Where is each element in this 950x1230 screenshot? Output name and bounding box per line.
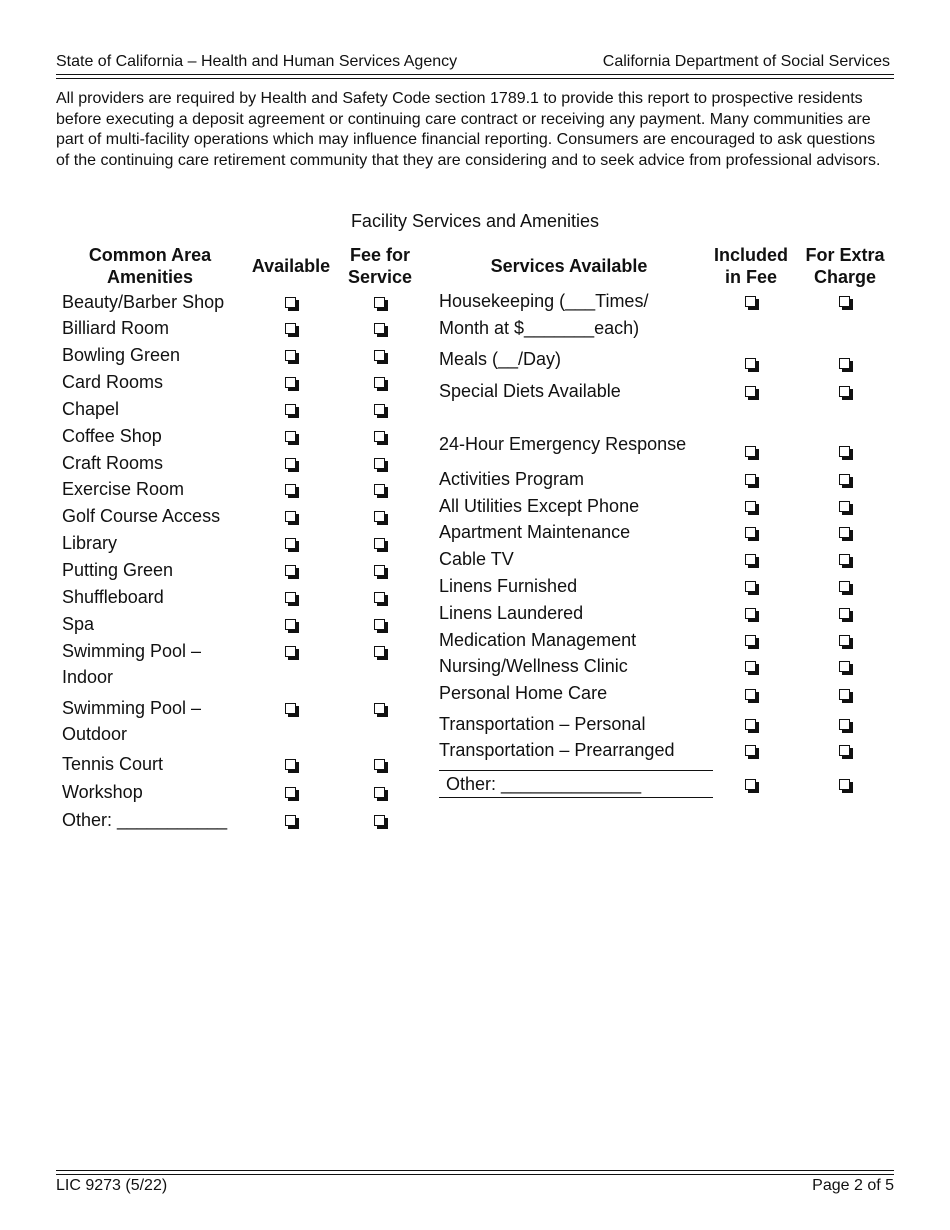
service-extra-charge-checkbox-box xyxy=(839,689,850,700)
amenity-available-checkbox[interactable] xyxy=(285,646,301,662)
service-label: Personal Home Care xyxy=(439,683,608,703)
service-label: Nursing/Wellness Clinic xyxy=(439,656,628,676)
service-included-checkbox[interactable] xyxy=(745,296,761,312)
amenity-label-cont: Outdoor xyxy=(62,724,128,744)
service-extra-charge-checkbox[interactable] xyxy=(839,296,855,312)
amenity-fee-checkbox[interactable] xyxy=(374,787,390,803)
amenity-fee-checkbox[interactable] xyxy=(374,458,390,474)
amenity-fee-checkbox-box xyxy=(374,350,385,361)
included-column-header xyxy=(706,244,796,288)
amenity-label: Bowling Green xyxy=(62,345,181,365)
amenity-available-checkbox[interactable] xyxy=(285,538,301,554)
service-included-checkbox-box xyxy=(745,608,756,619)
amenity-label: Library xyxy=(62,533,118,553)
amenity-label: Spa xyxy=(62,614,95,634)
amenity-fee-checkbox-box xyxy=(374,404,385,415)
amenity-fee-checkbox[interactable] xyxy=(374,703,390,719)
amenity-fee-checkbox[interactable] xyxy=(374,484,390,500)
service-label: Meals (__/Day) xyxy=(439,349,562,369)
amenity-fee-checkbox-box xyxy=(374,703,385,714)
fee-header-line1: Fee for xyxy=(349,245,410,265)
service-included-checkbox[interactable] xyxy=(745,779,761,795)
amenity-available-checkbox-box xyxy=(285,458,296,469)
service-included-checkbox-box xyxy=(745,527,756,538)
amenity-available-checkbox-box xyxy=(285,297,296,308)
amenity-fee-checkbox[interactable] xyxy=(374,404,390,420)
section-title: Facility Services and Amenities xyxy=(350,211,600,231)
amenity-label: Chapel xyxy=(62,399,120,419)
amenity-label: Card Rooms xyxy=(62,372,164,392)
amenity-available-checkbox-box xyxy=(285,538,296,549)
service-included-checkbox-box xyxy=(745,358,756,369)
extra-charge-column-header xyxy=(796,244,894,288)
service-label: 24-Hour Emergency Response xyxy=(439,434,687,454)
service-extra-charge-checkbox-box xyxy=(839,446,850,457)
amenity-available-checkbox[interactable] xyxy=(285,297,301,313)
amenity-fee-checkbox[interactable] xyxy=(374,538,390,554)
header-rule-bottom xyxy=(56,78,894,79)
service-included-checkbox[interactable] xyxy=(745,446,761,462)
service-extra-charge-checkbox-box xyxy=(839,296,850,307)
service-extra-charge-checkbox[interactable] xyxy=(839,635,855,651)
service-extra-charge-checkbox[interactable] xyxy=(839,779,855,795)
amenity-fee-checkbox[interactable] xyxy=(374,323,390,339)
form-id: LIC 9273 (5/22) xyxy=(56,1177,168,1194)
service-included-checkbox[interactable] xyxy=(745,661,761,677)
amenity-available-checkbox-box xyxy=(285,815,296,826)
available-column-header: Available xyxy=(251,256,331,276)
amenity-label: Workshop xyxy=(62,782,143,802)
service-included-checkbox-box xyxy=(745,689,756,700)
amenity-available-checkbox[interactable] xyxy=(285,592,301,608)
service-included-checkbox[interactable] xyxy=(745,719,761,735)
amenity-fee-checkbox[interactable] xyxy=(374,592,390,608)
service-included-checkbox[interactable] xyxy=(745,501,761,517)
service-extra-charge-checkbox[interactable] xyxy=(839,689,855,705)
service-label: Cable TV xyxy=(439,549,514,569)
service-extra-charge-checkbox-box xyxy=(839,581,850,592)
amenity-fee-checkbox[interactable] xyxy=(374,350,390,366)
extra-header-line2: Charge xyxy=(813,267,876,287)
amenity-available-checkbox[interactable] xyxy=(285,619,301,635)
service-label: Special Diets Available xyxy=(439,381,621,401)
service-extra-charge-checkbox-box xyxy=(839,745,850,756)
service-label-cont: Month at $_______each) xyxy=(439,318,640,338)
department-name: California Department of Social Services xyxy=(602,53,890,70)
amenity-label: Golf Course Access xyxy=(62,506,221,526)
fee-column-header xyxy=(338,244,422,288)
amenity-available-checkbox-box xyxy=(285,404,296,415)
amenity-available-checkbox[interactable] xyxy=(285,511,301,527)
service-included-checkbox-box xyxy=(745,635,756,646)
service-included-checkbox[interactable] xyxy=(745,386,761,402)
amenity-available-checkbox[interactable] xyxy=(285,404,301,420)
service-included-checkbox-box xyxy=(745,581,756,592)
amenity-fee-checkbox[interactable] xyxy=(374,565,390,581)
service-included-checkbox-box xyxy=(745,296,756,307)
amenity-available-checkbox-box xyxy=(285,565,296,576)
amenity-fee-checkbox[interactable] xyxy=(374,619,390,635)
amenity-available-checkbox[interactable] xyxy=(285,703,301,719)
service-extra-charge-checkbox[interactable] xyxy=(839,608,855,624)
service-label: Transportation – Prearranged xyxy=(439,740,675,760)
amenity-available-checkbox[interactable] xyxy=(285,815,301,831)
amenity-fee-checkbox-box xyxy=(374,646,385,657)
amenity-available-checkbox[interactable] xyxy=(285,565,301,581)
service-included-checkbox-box xyxy=(745,554,756,565)
amenity-available-checkbox[interactable] xyxy=(285,759,301,775)
service-included-checkbox[interactable] xyxy=(745,358,761,374)
amenity-available-checkbox-box xyxy=(285,787,296,798)
amenity-label: Putting Green xyxy=(62,560,174,580)
service-extra-charge-checkbox-box xyxy=(839,635,850,646)
amenity-available-checkbox-box xyxy=(285,377,296,388)
agency-name: State of California – Health and Human Services Agency xyxy=(56,53,458,70)
service-extra-charge-checkbox-box xyxy=(839,501,850,512)
service-label: Other: ______________ xyxy=(446,774,642,794)
service-included-checkbox-box xyxy=(745,661,756,672)
page-number: Page 2 of 5 xyxy=(812,1177,894,1194)
amenity-available-checkbox-box xyxy=(285,350,296,361)
amenity-label: Coffee Shop xyxy=(62,426,162,446)
amenity-fee-checkbox[interactable] xyxy=(374,511,390,527)
amenity-available-checkbox[interactable] xyxy=(285,484,301,500)
amenity-available-checkbox-box xyxy=(285,646,296,657)
service-included-checkbox[interactable] xyxy=(745,635,761,651)
amenity-available-checkbox-box xyxy=(285,759,296,770)
amenity-available-checkbox[interactable] xyxy=(285,350,301,366)
service-extra-charge-checkbox-box xyxy=(839,474,850,485)
service-extra-charge-checkbox-box xyxy=(839,527,850,538)
amenity-fee-checkbox-box xyxy=(374,458,385,469)
included-header-line1: Included xyxy=(713,245,788,265)
amenity-label: Swimming Pool – xyxy=(62,698,202,718)
service-extra-charge-checkbox-box xyxy=(839,661,850,672)
amenities-column-header xyxy=(56,244,244,288)
service-extra-charge-checkbox[interactable] xyxy=(839,527,855,543)
fee-header-line2: Service xyxy=(347,267,413,287)
amenity-available-checkbox-box xyxy=(285,592,296,603)
service-label: Housekeeping (___Times/ xyxy=(439,291,649,311)
amenity-available-checkbox[interactable] xyxy=(285,323,301,339)
amenities-header-line2: Amenities xyxy=(106,267,194,287)
amenity-fee-checkbox-box xyxy=(374,619,385,630)
amenity-fee-checkbox[interactable] xyxy=(374,815,390,831)
amenity-label: Billiard Room xyxy=(62,318,170,338)
service-extra-charge-checkbox[interactable] xyxy=(839,501,855,517)
service-extra-charge-checkbox[interactable] xyxy=(839,358,855,374)
amenity-fee-checkbox-box xyxy=(374,565,385,576)
service-extra-charge-checkbox-box xyxy=(839,608,850,619)
amenity-fee-checkbox-box xyxy=(374,759,385,770)
amenity-label: Craft Rooms xyxy=(62,453,164,473)
service-label: Activities Program xyxy=(439,469,585,489)
service-extra-charge-checkbox[interactable] xyxy=(839,474,855,490)
service-extra-charge-checkbox-box xyxy=(839,358,850,369)
service-included-checkbox-box xyxy=(745,719,756,730)
amenity-available-checkbox[interactable] xyxy=(285,787,301,803)
other-service-line-bottom xyxy=(439,797,713,798)
amenity-available-checkbox-box xyxy=(285,703,296,714)
header-rule-top xyxy=(56,74,894,75)
amenity-fee-checkbox[interactable] xyxy=(374,297,390,313)
amenity-fee-checkbox[interactable] xyxy=(374,759,390,775)
service-extra-charge-checkbox-box xyxy=(839,719,850,730)
service-included-checkbox-box xyxy=(745,745,756,756)
amenity-fee-checkbox-box xyxy=(374,297,385,308)
amenity-fee-checkbox[interactable] xyxy=(374,646,390,662)
amenity-available-checkbox[interactable] xyxy=(285,377,301,393)
amenity-fee-checkbox-box xyxy=(374,592,385,603)
service-included-checkbox[interactable] xyxy=(745,474,761,490)
amenity-label: Shuffleboard xyxy=(62,587,164,607)
service-included-checkbox-box xyxy=(745,446,756,457)
amenity-label: Beauty/Barber Shop xyxy=(62,292,225,312)
amenity-available-checkbox-box xyxy=(285,431,296,442)
amenity-available-checkbox-box xyxy=(285,619,296,630)
amenity-fee-checkbox[interactable] xyxy=(374,431,390,447)
service-label: Linens Laundered xyxy=(439,603,584,623)
amenity-available-checkbox[interactable] xyxy=(285,431,301,447)
service-included-checkbox-box xyxy=(745,501,756,512)
service-extra-charge-checkbox[interactable] xyxy=(839,745,855,761)
amenity-available-checkbox[interactable] xyxy=(285,458,301,474)
service-extra-charge-checkbox[interactable] xyxy=(839,719,855,735)
amenity-label: Other: ___________ xyxy=(62,810,228,830)
amenity-available-checkbox-box xyxy=(285,484,296,495)
service-extra-charge-checkbox-box xyxy=(839,554,850,565)
amenity-fee-checkbox[interactable] xyxy=(374,377,390,393)
service-included-checkbox[interactable] xyxy=(745,581,761,597)
amenity-label-cont: Indoor xyxy=(62,667,114,687)
service-included-checkbox[interactable] xyxy=(745,745,761,761)
service-extra-charge-checkbox-box xyxy=(839,386,850,397)
amenity-fee-checkbox-box xyxy=(374,787,385,798)
amenity-available-checkbox-box xyxy=(285,511,296,522)
extra-header-line1: For Extra xyxy=(805,245,885,265)
amenities-header-line1: Common Area xyxy=(88,245,212,265)
intro-paragraph: All providers are required by Health and Safety Code section 1789.1 to provide this report to prospective residents before executing a deposit agreement or continuing care contract or receiving any payment. Many communities are part of multi-facility operations which may influence financial reporting. Consumers are encouraged to ask questions of the continuing care retirement community that they are considering and to seek advice from professional advisors. xyxy=(56,90,881,169)
amenity-fee-checkbox-box xyxy=(374,815,385,826)
service-included-checkbox[interactable] xyxy=(745,689,761,705)
services-column-header: Services Available xyxy=(490,256,648,276)
service-label: Apartment Maintenance xyxy=(439,522,631,542)
amenity-fee-checkbox-box xyxy=(374,377,385,388)
other-service-line-top xyxy=(439,770,713,771)
amenity-fee-checkbox-box xyxy=(374,484,385,495)
amenity-fee-checkbox-box xyxy=(374,538,385,549)
service-included-checkbox-box xyxy=(745,779,756,790)
service-extra-charge-checkbox[interactable] xyxy=(839,661,855,677)
service-extra-charge-checkbox[interactable] xyxy=(839,446,855,462)
service-label: All Utilities Except Phone xyxy=(439,496,640,516)
amenity-label: Tennis Court xyxy=(62,754,164,774)
service-extra-charge-checkbox[interactable] xyxy=(839,386,855,402)
service-included-checkbox-box xyxy=(745,474,756,485)
service-label: Medication Management xyxy=(439,630,637,650)
included-header-line2: in Fee xyxy=(724,267,777,287)
amenity-available-checkbox-box xyxy=(285,323,296,334)
service-extra-charge-checkbox[interactable] xyxy=(839,554,855,570)
amenity-fee-checkbox-box xyxy=(374,323,385,334)
service-label: Transportation – Personal xyxy=(439,714,646,734)
footer-rule-bottom xyxy=(56,1174,894,1175)
amenity-label: Swimming Pool – xyxy=(62,641,202,661)
service-included-checkbox[interactable] xyxy=(745,554,761,570)
service-extra-charge-checkbox-box xyxy=(839,779,850,790)
service-extra-charge-checkbox[interactable] xyxy=(839,581,855,597)
amenity-fee-checkbox-box xyxy=(374,431,385,442)
service-label: Linens Furnished xyxy=(439,576,578,596)
service-included-checkbox[interactable] xyxy=(745,527,761,543)
service-included-checkbox[interactable] xyxy=(745,608,761,624)
amenity-label: Exercise Room xyxy=(62,479,185,499)
amenity-fee-checkbox-box xyxy=(374,511,385,522)
footer-rule-top xyxy=(56,1170,894,1171)
service-included-checkbox-box xyxy=(745,386,756,397)
